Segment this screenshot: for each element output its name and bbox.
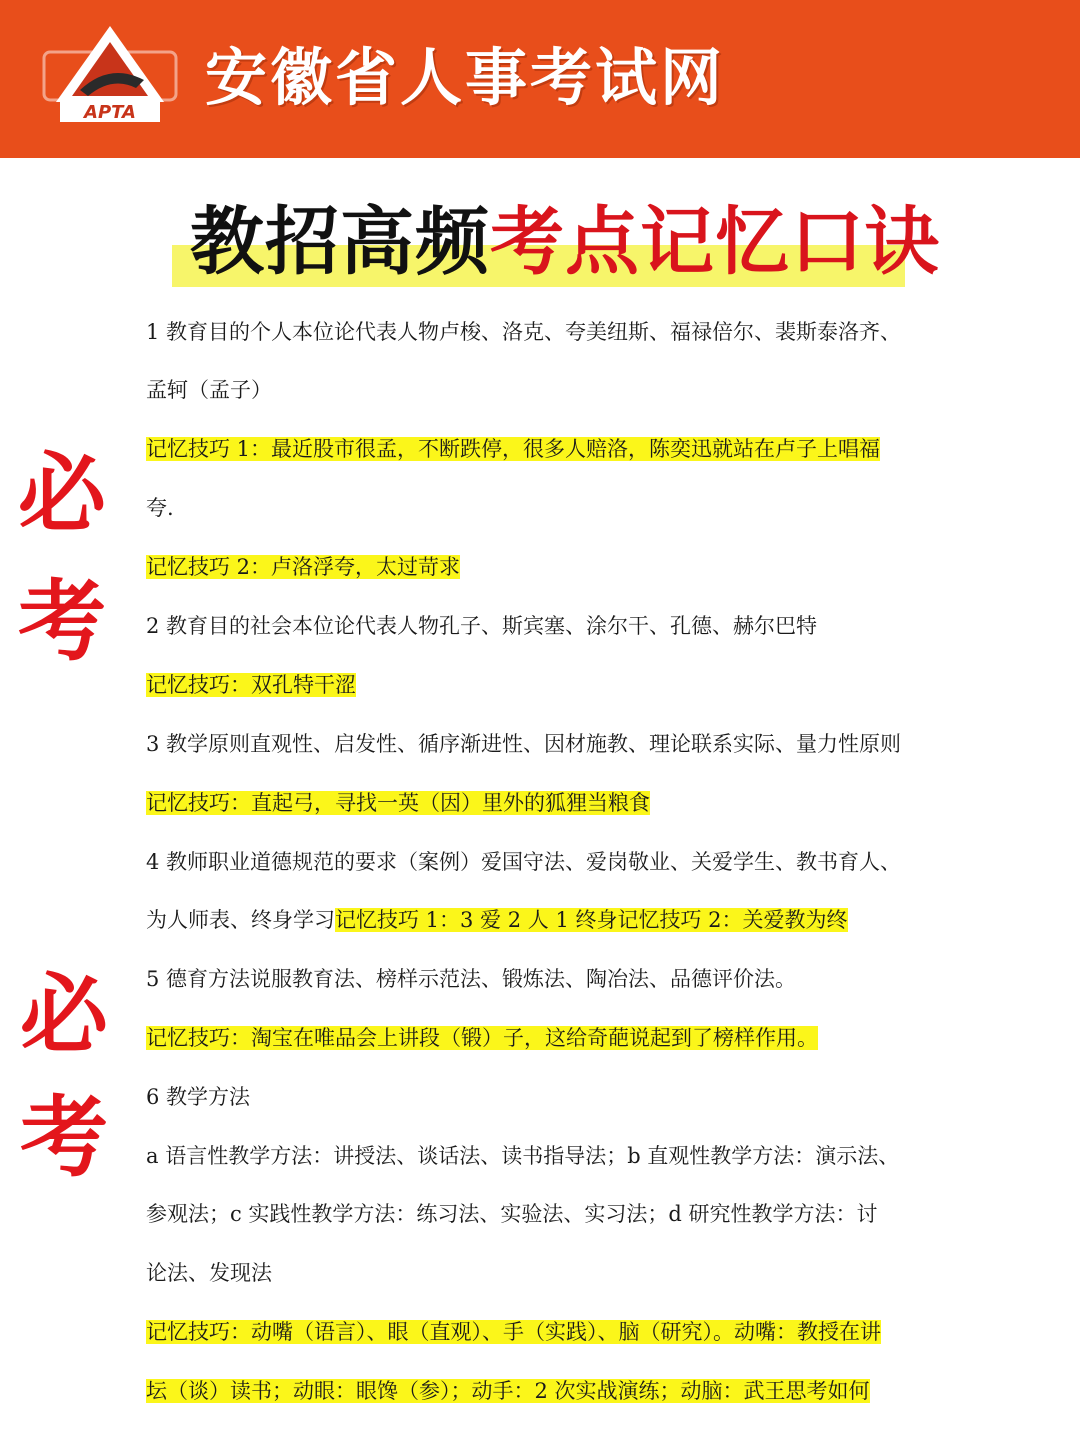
- title-part-red: 考点记忆口诀: [490, 199, 940, 285]
- content-line: [146, 1258, 272, 1288]
- line-text: 记忆技巧：淘宝在唯品会上讲段（锻）子，这给奇葩说起到了榜样作用。: [146, 1026, 818, 1050]
- content-line: [146, 611, 817, 641]
- line-text: a 语言性教学方法：讲授法、谈话法、读书指导法；b 直观性教学方法：演示法、: [146, 1144, 900, 1168]
- line-text: 参观法；c 实践性教学方法：练习法、实验法、实习法；d 研究性教学方法：讨: [146, 1202, 878, 1226]
- content-line: [146, 493, 174, 523]
- content-line: [146, 1082, 250, 1112]
- line-text: 记忆技巧 1：最近股市很孟，不断跌停，很多人赔洛，陈奕迅就站在卢子上唱福: [146, 437, 881, 461]
- svg-text:APTA: APTA: [84, 102, 136, 123]
- line-text: 论法、发现法: [146, 1261, 272, 1285]
- stamp-bi-2: 必: [20, 963, 109, 1066]
- line-text: 4 教师职业道德规范的要求（案例）爱国守法、爱岗敬业、关爱学生、教书育人、: [146, 850, 902, 874]
- content-line: [146, 317, 901, 347]
- page-title: [190, 196, 940, 288]
- line-text: 坛（谈）读书；动眼：眼馋（参）；动手：2 次实战演练；动脑：武王思考如何: [146, 1379, 870, 1403]
- line-text: 记忆技巧：直起弓，寻找一英（因）里外的狐狸当粮食: [146, 791, 650, 815]
- memory-tip-line: [146, 1023, 818, 1053]
- line-text: 记忆技巧：双孔特干涩: [146, 673, 356, 697]
- site-name: 安徽省人事考试网: [205, 41, 726, 114]
- content-line: [146, 375, 272, 405]
- line-text: 记忆技巧 2：卢洛浮夸，太过苛求: [146, 555, 461, 579]
- line-text: 为人师表、终身学习: [146, 908, 335, 932]
- stamp-bi-1: 必: [18, 442, 107, 545]
- content-line: [146, 1199, 878, 1229]
- memory-tip-line: [146, 670, 356, 700]
- content-line: [146, 847, 901, 877]
- line-text: 5 德育方法说服教育法、榜样示范法、锻炼法、陶冶法、品德评价法。: [146, 967, 797, 991]
- stamp-kao-1: 考: [18, 570, 107, 673]
- memory-tip-line: [146, 788, 650, 818]
- line-text: 2 教育目的社会本位论代表人物孔子、斯宾塞、涂尔干、孔德、赫尔巴特: [146, 614, 818, 638]
- memory-tip-line: [146, 1317, 881, 1347]
- line-text: 记忆技巧：动嘴（语言）、眼（直观）、手（实践）、脑（研究）。动嘴：教授在讲: [146, 1320, 881, 1344]
- content-line: [146, 1141, 899, 1171]
- title-part-black: 教招高频: [190, 199, 490, 285]
- line-text: 3 教学原则直观性、启发性、循序渐进性、因材施教、理论联系实际、量力性原则: [146, 732, 902, 756]
- line-text: 6 教学方法: [146, 1085, 251, 1109]
- memory-tip-line: [146, 1376, 870, 1406]
- memory-tip-inline: 记忆技巧 1：3 爱 2 人 1 终身记忆技巧 2：关爱教为终: [335, 908, 848, 932]
- line-text: 1 教育目的个人本位论代表人物卢梭、洛克、夸美纽斯、福禄倍尔、裴斯泰洛齐、: [146, 320, 902, 344]
- stamp-kao-2: 考: [20, 1086, 109, 1189]
- memory-tip-line: [146, 434, 880, 464]
- header-banner: [0, 0, 1080, 158]
- content-line: [146, 964, 796, 994]
- memory-tip-line: [146, 552, 460, 582]
- line-text: 孟轲（孟子）: [146, 378, 272, 402]
- apta-logo-icon: [40, 22, 180, 127]
- content-line: [146, 905, 848, 935]
- line-text: 夸.: [146, 496, 174, 520]
- content-line: [146, 729, 901, 759]
